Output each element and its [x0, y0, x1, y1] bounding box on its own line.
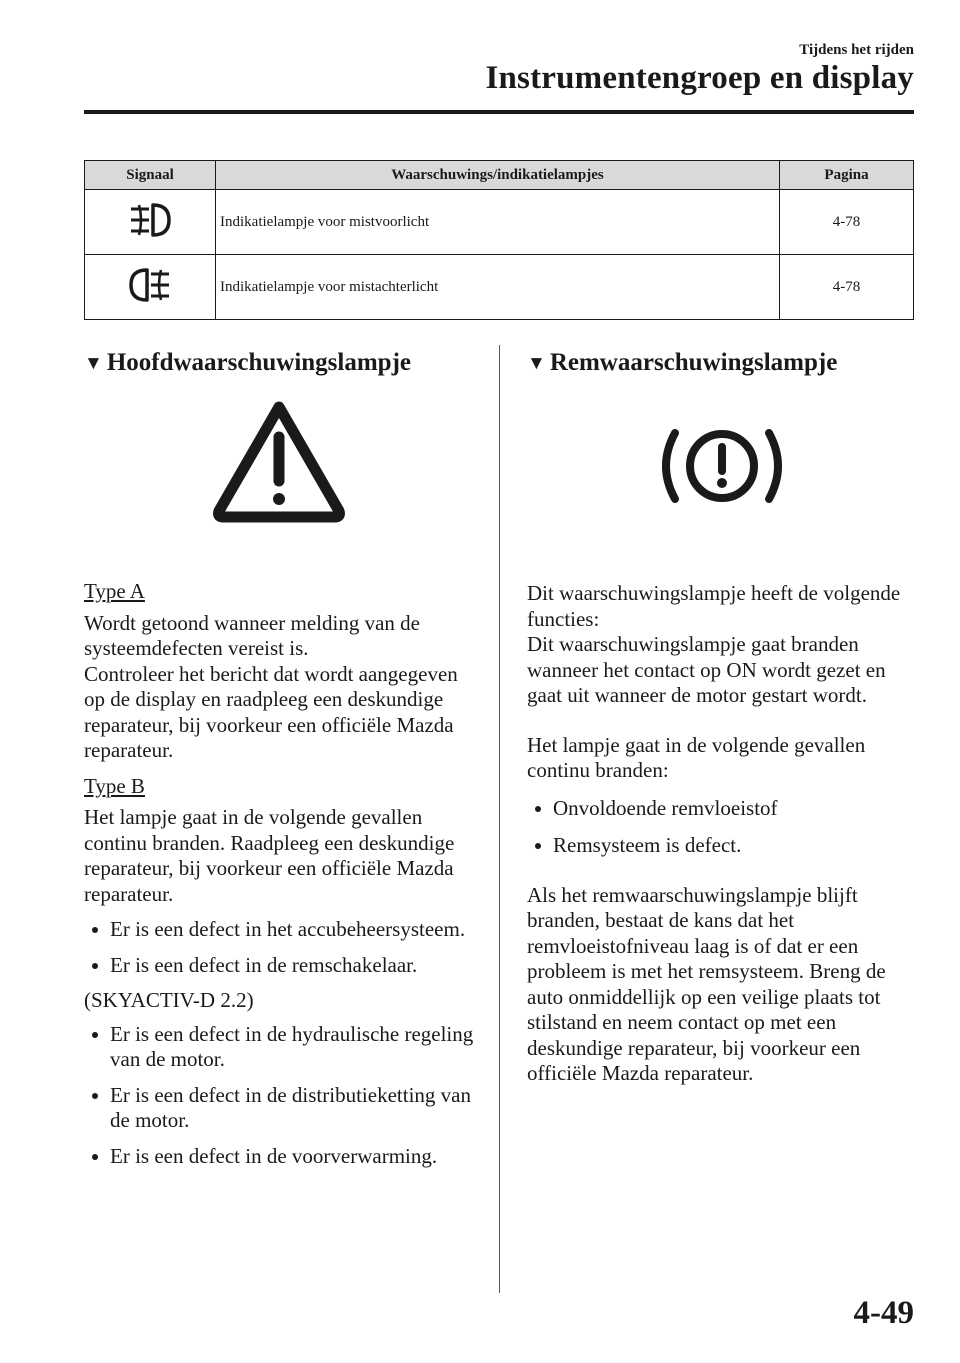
icon-container	[84, 381, 474, 575]
type-a-paragraph: Controleer het bericht dat wordt aangegeven op de display en raadpleeg een deskundige reparateur, bij voorkeur een officiële Mazda reparateur.	[84, 661, 458, 762]
engine-subhead: (SKYACTIV-D 2.2)	[84, 988, 254, 1012]
section-subtitle: Tijdens het rijden	[799, 42, 914, 58]
list-item: Onvoldoende remvloeistof	[527, 796, 917, 822]
icon-container	[527, 381, 917, 581]
col-header-page: Pagina	[780, 161, 914, 190]
page-title: Instrumentengroep en display	[485, 60, 914, 96]
brake-warning-icon	[647, 421, 797, 511]
col-header-lamps: Waarschuwings/indikatielampjes	[216, 161, 780, 190]
type-a-label: Type A	[84, 579, 145, 603]
table-row	[85, 255, 914, 320]
list-item: Er is een defect in de hydraulische regeling van de motor.	[84, 1022, 474, 1073]
type-b-intro: Het lampje gaat in de volgende gevallen continu branden. Raadpleeg een deskundige reparateur, bij voorkeur een officiële Mazda reparateur.	[84, 805, 455, 906]
table-header-row	[85, 161, 914, 190]
left-column	[84, 345, 474, 1169]
page-ref: 4-78	[780, 255, 914, 320]
table-row	[85, 190, 914, 255]
column-divider	[499, 345, 500, 1293]
lamp-label: Indikatielampje voor mistvoorlicht	[216, 190, 780, 255]
section-heading-brake-warning: ▼ Remwaarschuwingslampje	[527, 349, 838, 376]
front-fog-light-icon	[125, 200, 175, 240]
triangle-down-icon: ▼	[84, 353, 103, 374]
list-item: Er is een defect in de voorverwarming.	[84, 1144, 474, 1170]
type-a-paragraph: Wordt getoond wanneer melding van de systeemdefecten vereist is.	[84, 610, 420, 660]
signal-cell	[85, 190, 216, 255]
lamp-label: Indikatielampje voor mistachterlicht	[216, 255, 780, 320]
triangle-down-icon: ▼	[527, 353, 546, 374]
list-item: Er is een defect in het accubeheersysteem.	[84, 917, 474, 943]
signal-cell	[85, 255, 216, 320]
brake-paragraph: Als het remwaarschuwingslampje blijft branden, bestaat de kans dat het remvloeistofniveau laag is of dat er een probleem is met het remsysteem. Breng de auto onmiddellijk op een veilige plaats tot stilstand en neem contact op met een deskundige reparateur, bij voorkeur een officiële Mazda reparateur.	[527, 882, 886, 1085]
col-header-signal: Signaal	[85, 161, 216, 190]
brake-paragraph: Dit waarschuwingslampje heeft de volgende functies:	[527, 581, 901, 631]
page-ref: 4-78	[780, 190, 914, 255]
master-warning-triangle-icon	[209, 395, 349, 525]
list-item: Remsysteem is defect.	[527, 833, 917, 859]
list-item: Er is een defect in de distributieketting van de motor.	[84, 1083, 474, 1134]
type-b-label: Type B	[84, 773, 145, 798]
signal-table	[84, 160, 914, 320]
list-item: Er is een defect in de remschakelaar.	[84, 953, 474, 979]
header-rule	[84, 110, 914, 114]
rear-fog-light-icon	[125, 265, 175, 305]
brake-paragraph: Dit waarschuwingslampje gaat branden wanneer het contact op ON wordt gezet en gaat uit wanneer de motor gestart wordt.	[527, 632, 886, 707]
brake-paragraph: Het lampje gaat in de volgende gevallen continu branden:	[527, 732, 866, 782]
section-heading-master-warning: ▼ Hoofdwaarschuwingslampje	[84, 349, 411, 376]
page-number: 4-49	[853, 1295, 914, 1331]
right-column	[527, 345, 917, 1087]
